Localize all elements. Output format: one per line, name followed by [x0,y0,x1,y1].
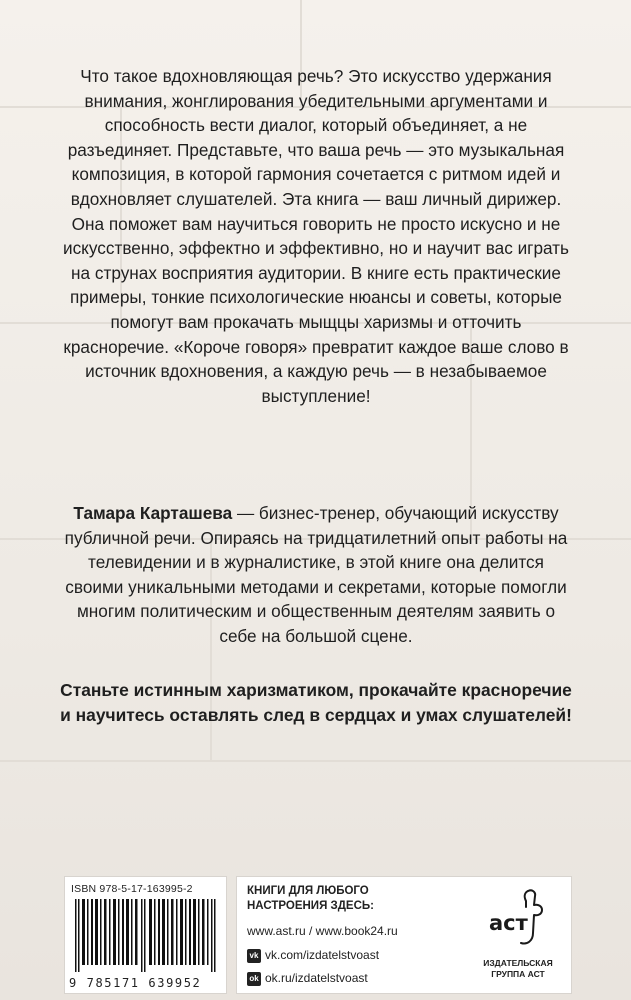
vk-icon: vk [247,949,261,963]
publisher-info-box [236,876,572,994]
ok-link-text: ok.ru/izdatelstvoast [265,971,368,985]
ok-icon: ok [247,972,261,986]
ast-logo-caption-line2: ГРУППА АСТ [491,969,545,979]
ok-link[interactable] [247,971,368,986]
ast-logo-caption-line1: ИЗДАТЕЛЬСКАЯ [483,958,553,968]
barcode-number: 9 785171 639952 [69,976,202,990]
publisher-heading-line2: НАСТРОЕНИЯ ЗДЕСЬ: [247,900,374,912]
ast-logo [475,885,561,980]
barcode-box [64,876,227,994]
ast-logo-caption [475,958,561,980]
ast-logo-text: аст [489,911,528,935]
barcode-image [73,899,218,972]
vk-link-text: vk.com/izdatelstvoast [265,948,380,962]
author-bio: — бизнес-тренер, обучающий искусству публичной речи. Опираясь на тридцатилетний опыт работы на телевидении и в журналистике, в этой книге она делится своими уникальными методами и секретами, которые помогли многим политическим и общественным деятелям заявить о себе на большой сцене. [64,503,568,646]
website-link[interactable]: www.ast.ru / www.book24.ru [247,924,398,938]
vk-link[interactable] [247,948,379,963]
publisher-heading-line1: КНИГИ ДЛЯ ЛЮБОГО [247,885,369,897]
author-name: Тамара Карташева [73,503,233,523]
description-paragraph: Что такое вдохновляющая речь? Это искусство удержания внимания, жонглирования убедительными аргументами и способность вести диалог, который объединяет, а не разъединяет. Представьте, что ваша речь — это музыкальная композиция, в которой гармония сочетается с ритмом идей и вдохновляет слушателей. Эта книга — ваш личный дирижер. Она поможет вам научиться говорить не просто искусно и не искусственно, эффектно и эффективно, но и научит вас играть на струнах восприятия аудитории. В книге есть практические примеры, тонкие психологические нюансы и советы, которые помогут вам прокачать мыщцы харизмы и отточить красноречие. «Короче говоря» превратит каждое ваше слово в источник вдохновения, а каждую речь — в незабываемое выступление! [62,66,570,406]
author-paragraph [60,501,572,649]
ast-logo-mark [486,885,550,949]
publisher-heading [247,884,374,914]
isbn-text: ISBN 978-5-17-163995-2 [71,883,193,895]
call-to-action: Станьте истинным харизматиком, прокачайте красноречие и научитесь оставлять след в сердцах и умах слушателей! [60,680,572,725]
